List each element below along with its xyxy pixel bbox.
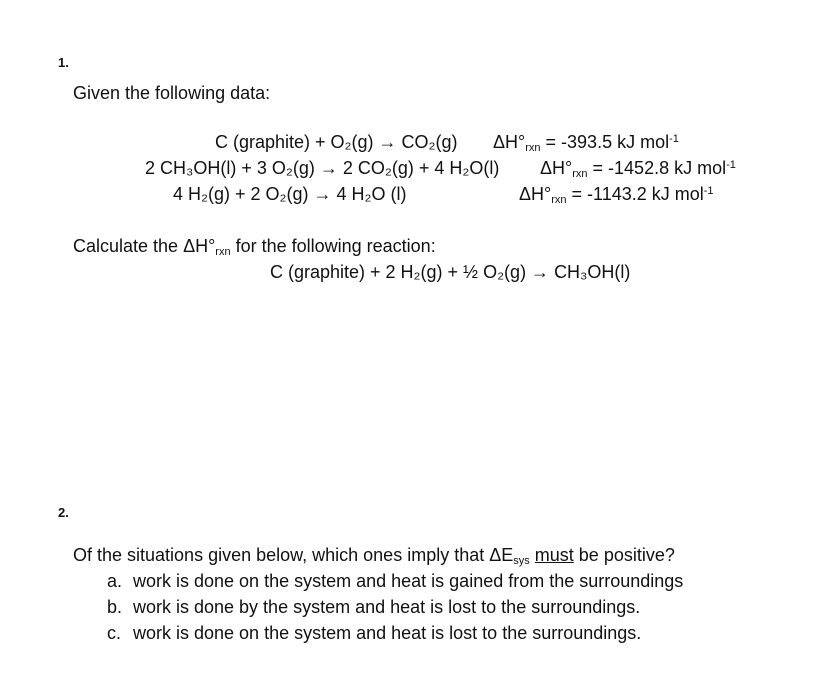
enthalpy-exponent: -1 [726, 159, 736, 171]
enthalpy-subscript: rxn [551, 194, 567, 206]
reaction-3-enthalpy [519, 184, 714, 205]
enthalpy-value: = -1143.2 kJ mol [571, 184, 704, 204]
calculate-text: Calculate the ΔH° [73, 236, 216, 256]
question-2-prompt [73, 545, 675, 566]
prompt-underlined-word: must [534, 545, 574, 565]
enthalpy-subscript: rxn [572, 168, 588, 180]
prompt-subscript: sys [513, 555, 530, 567]
option-marker: a. [107, 571, 123, 591]
target-reaction: C (graphite) + 2 H₂(g) + ½ O₂(g) → CH₃OH(l) [270, 262, 631, 282]
option-text: work is done on the system and heat is lost to the surroundings. [133, 623, 642, 643]
option-marker: b. [107, 597, 123, 617]
reaction-2-enthalpy [540, 158, 736, 179]
enthalpy-exponent: -1 [703, 185, 714, 197]
prompt-text: Of the situations given below, which ones imply that ΔE [73, 545, 514, 565]
question-1-number: 1. [58, 55, 69, 70]
enthalpy-label: ΔH° [493, 132, 526, 152]
reaction-1-enthalpy [493, 132, 679, 153]
option-c [107, 623, 641, 644]
reaction-3-equation: 4 H₂(g) + 2 O₂(g) → 4 H₂O (l) [173, 184, 407, 204]
option-text: work is done on the system and heat is gained from the surroundings [133, 571, 684, 591]
calculate-text-end: for the following reaction: [230, 236, 436, 256]
enthalpy-label: ΔH° [519, 184, 552, 204]
reaction-1-equation: C (graphite) + O₂(g) → CO₂(g) [215, 132, 458, 152]
enthalpy-value: = -1452.8 kJ mol [592, 158, 727, 178]
reaction-2-equation: 2 CH₃OH(l) + 3 O₂(g) → 2 CO₂(g) + 4 H₂O(l) [145, 158, 500, 178]
question-1-intro: Given the following data: [73, 83, 271, 103]
calculate-subscript: rxn [215, 246, 231, 258]
enthalpy-value: = -393.5 kJ mol [545, 132, 670, 152]
enthalpy-exponent: -1 [669, 133, 679, 145]
enthalpy-label: ΔH° [540, 158, 573, 178]
prompt-text-end: be positive? [573, 545, 675, 565]
calculate-instruction [73, 236, 436, 257]
option-b [107, 597, 640, 618]
option-text: work is done by the system and heat is lost to the surroundings. [133, 597, 641, 617]
question-2-number: 2. [58, 505, 69, 520]
option-a [107, 571, 683, 592]
enthalpy-subscript: rxn [525, 142, 541, 154]
option-marker: c. [107, 623, 122, 643]
